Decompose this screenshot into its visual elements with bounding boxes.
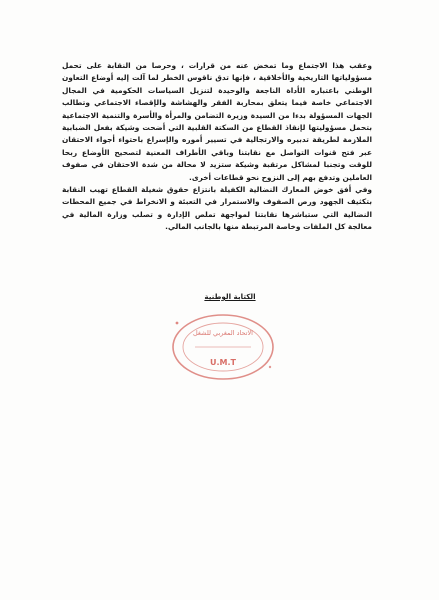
- signature-title: الكتابة الوطنية: [204, 292, 256, 301]
- stamp-bottom-text: U.M.T: [210, 358, 236, 367]
- stamp-top-text: الاتحاد المغربي للشغل: [192, 329, 254, 337]
- paragraph-1: وعقب هذا الاجتماع وما تمخض عنه من قرارات ، وحرصا من النقابة على تحمل مسؤولياتها التاريخية والأخلاقية ، فإنها تدق ناقوس الخطر لما آلت إليه أوضاع التعاون الوطني باعتباره الأداة الناجعة والوحيدة لتنزيل السياسات الحكومية في المجال الاجتماعي خاصة فيما يتعلق بمحاربة الفقر والهشاشة والإقصاء الاجتماعي وتطالب الجهات المسؤولة بدءا من السيدة وزيرة التضامن والمرأة والأسرة والتنمية الاجتماعية بتحمل مسؤوليتها لإنقاذ القطاع من السكتة القلبية التي أضحت وشيكة بفعل الضبابية الملازمة لطريقة تدبيره والارتجالية في تسيير أموره والإسراع باحتواء أجواء الاحتقان عبر فتح قنوات التواصل مع نقابتنا وباقي الأطراف المعنية لتصحيح الأوضاع ربحا للوقت وتجنبا لمشاكل مرتقبة وشيكة ستزيد لا محالة من شدة الاحتقان في صفوف العاملين وتدفع بهم إلى النزوح نحو قطاعات أخرى.: [62, 61, 372, 182]
- letter-body: [62, 60, 372, 234]
- paragraph-2: وفي أفق خوض المعارك النضالية الكفيلة بانتزاع حقوق شغيلة القطاع تهيب النقابة بتكثيف الجهود ورص الصفوف والاستمرار في التعبئة و الانخراط في جميع المحطات النضالية التي ستباشرها نقابتنا لمواجهة تملص الإدارة و تصلب وزارة المالية في معالجة كل الملفات وخاصة المرتبطة منها بالجانب المالي.: [62, 185, 372, 232]
- union-stamp-icon: [165, 305, 285, 385]
